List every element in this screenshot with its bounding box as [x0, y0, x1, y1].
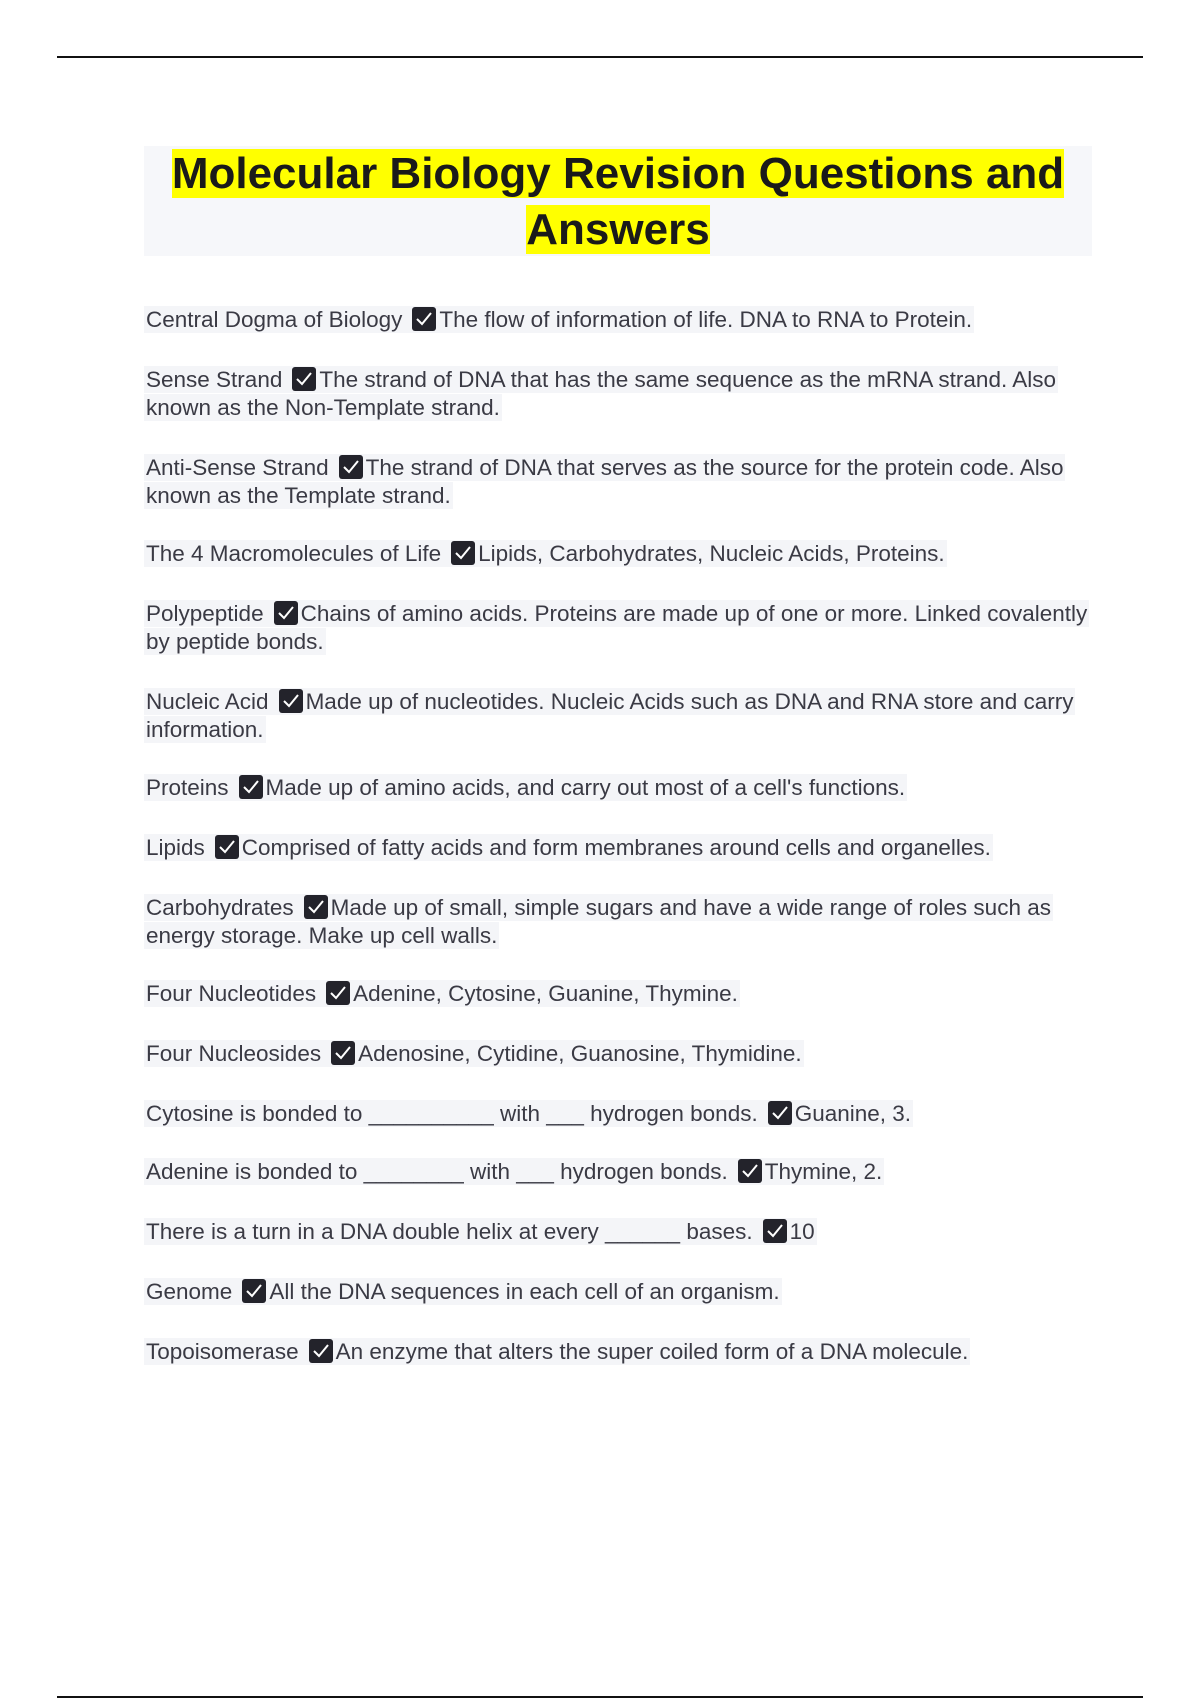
qa-answer: Thymine, 2. [764, 1159, 883, 1184]
checkmark-icon [309, 1339, 333, 1363]
qa-item-polypeptide [144, 600, 1094, 656]
qa-term: Polypeptide [146, 601, 264, 626]
checkmark-icon [451, 541, 475, 565]
page-title: Molecular Biology Revision Questions and Answers [171, 149, 1065, 254]
qa-item-macromolecules [144, 540, 1094, 568]
qa-item-lipids [144, 834, 1094, 862]
qa-term: The 4 Macromolecules of Life [146, 541, 442, 566]
checkmark-icon [738, 1159, 762, 1183]
qa-answer: The strand of DNA that has the same sequence as the mRNA strand. Also known as the Non-Template strand. [146, 367, 1056, 420]
qa-term: Lipids [146, 835, 205, 860]
qa-term: Genome [146, 1279, 233, 1304]
qa-answer: Made up of nucleotides. Nucleic Acids such as DNA and RNA store and carry information. [146, 689, 1074, 742]
qa-item-nucleic-acid [144, 688, 1094, 744]
qa-term: Four Nucleosides [146, 1041, 322, 1066]
checkmark-icon [239, 775, 263, 799]
qa-term: Nucleic Acid [146, 689, 269, 714]
checkmark-icon [339, 455, 363, 479]
qa-answer: Adenine, Cytosine, Guanine, Thymine. [353, 981, 738, 1006]
qa-item-adenine-bond [144, 1158, 1094, 1186]
qa-term: Four Nucleotides [146, 981, 317, 1006]
qa-answer: An enzyme that alters the super coiled form of a DNA molecule. [335, 1339, 969, 1364]
qa-answer: Made up of amino acids, and carry out most of a cell's functions. [265, 775, 906, 800]
qa-item-anti-sense-strand [144, 454, 1094, 510]
title-box [144, 146, 1092, 256]
qa-answer: Made up of small, simple sugars and have a wide range of roles such as energy storage. Make up cell walls. [146, 895, 1051, 948]
qa-term: Proteins [146, 775, 229, 800]
qa-answer: All the DNA sequences in each cell of an organism. [269, 1279, 780, 1304]
qa-term: Carbohydrates [146, 895, 294, 920]
qa-term: There is a turn in a DNA double helix at every ______ bases. [146, 1219, 753, 1244]
qa-item-topoisomerase [144, 1338, 1094, 1366]
qa-item-four-nucleosides [144, 1040, 1094, 1068]
qa-term: Adenine is bonded to ________ with ___ hydrogen bonds. [146, 1159, 728, 1184]
qa-term: Central Dogma of Biology [146, 307, 403, 332]
qa-item-four-nucleotides [144, 980, 1094, 1008]
qa-item-helix-turn [144, 1218, 1094, 1246]
checkmark-icon [274, 601, 298, 625]
qa-answer: Adenosine, Cytidine, Guanosine, Thymidine. [358, 1041, 802, 1066]
checkmark-icon [279, 689, 303, 713]
qa-answer: Lipids, Carbohydrates, Nucleic Acids, Proteins. [478, 541, 945, 566]
checkmark-icon [326, 981, 350, 1005]
qa-term: Topoisomerase [146, 1339, 299, 1364]
qa-term: Sense Strand [146, 367, 283, 392]
checkmark-icon [215, 835, 239, 859]
bottom-rule [57, 1696, 1143, 1698]
checkmark-icon [412, 307, 436, 331]
qa-item-carbohydrates [144, 894, 1094, 950]
checkmark-icon [292, 367, 316, 391]
checkmark-icon [242, 1279, 266, 1303]
qa-answer: 10 [789, 1219, 815, 1244]
checkmark-icon [304, 895, 328, 919]
qa-item-central-dogma [144, 306, 1094, 334]
checkmark-icon [763, 1219, 787, 1243]
qa-answer: The flow of information of life. DNA to RNA to Protein. [439, 307, 973, 332]
qa-answer: Comprised of fatty acids and form membranes around cells and organelles. [241, 835, 991, 860]
qa-answer: Chains of amino acids. Proteins are made up of one or more. Linked covalently by peptide bonds. [146, 601, 1088, 654]
qa-item-proteins [144, 774, 1094, 802]
checkmark-icon [331, 1041, 355, 1065]
top-rule [57, 56, 1143, 58]
qa-answer: The strand of DNA that serves as the source for the protein code. Also known as the Template strand. [146, 455, 1064, 508]
qa-term: Anti-Sense Strand [146, 455, 329, 480]
qa-item-sense-strand [144, 366, 1094, 422]
qa-list [144, 306, 1094, 1366]
qa-term: Cytosine is bonded to __________ with ___ hydrogen bonds. [146, 1101, 758, 1126]
qa-answer: Guanine, 3. [794, 1101, 912, 1126]
qa-item-genome [144, 1278, 1094, 1306]
checkmark-icon [768, 1101, 792, 1125]
qa-item-cytosine-bond [144, 1100, 1094, 1128]
